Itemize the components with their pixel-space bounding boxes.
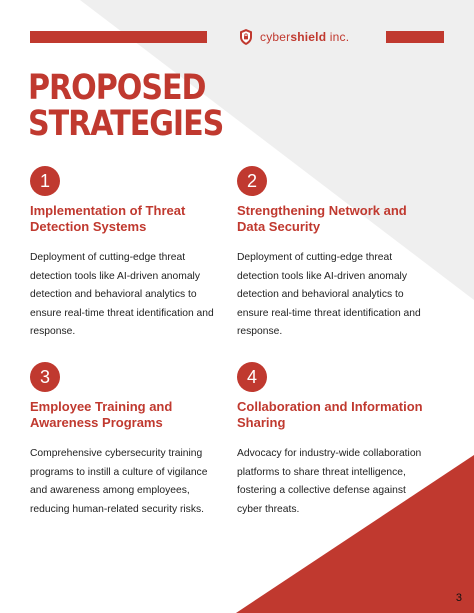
strategy-title-1: Implementation of Threat Detection Systems: [30, 203, 186, 234]
strategy-description-3: Comprehensive cybersecurity training programs to instill a culture of vigilance and awareness among employees, reducing human-related security risks.: [30, 448, 208, 515]
shield-icon: [238, 28, 254, 46]
strategy-title-4: Collaboration and Information Sharing: [237, 399, 423, 430]
strategy-description-2: Deployment of cutting-edge threat detection tools like AI-driven anomaly detection and behavioral analytics to ensure real-time threat identification and response.: [237, 252, 421, 338]
header-right-bar: [386, 31, 444, 43]
strategy-card-4: [237, 362, 437, 519]
brand-prefix: cyber: [260, 30, 291, 44]
page-title-line-1: PROPOSED: [28, 68, 206, 108]
page-number: 3: [455, 592, 462, 604]
strategy-card-3: [30, 362, 230, 519]
brand-name: [260, 30, 349, 44]
strategy-number-badge-2: 2: [237, 166, 267, 196]
page-title-line-2: STRATEGIES: [28, 104, 224, 144]
strategy-description-4: Advocacy for industry-wide collaboration platforms to share threat intelligence, fostering a collective defense against cyber threats.: [237, 448, 422, 515]
header-left-bar: [30, 31, 207, 43]
strategy-description-1: Deployment of cutting-edge threat detection tools like AI-driven anomaly detection and behavioral analytics to ensure real-time threat identification and response.: [30, 252, 214, 338]
brand-bold: shield: [290, 30, 327, 44]
strategy-card-1: [30, 166, 230, 342]
strategy-number-badge-3: 3: [30, 362, 60, 392]
strategy-title-3: Employee Training and Awareness Programs: [30, 399, 173, 430]
strategy-number-badge-1: 1: [30, 166, 60, 196]
strategy-card-2: [237, 166, 437, 342]
strategy-number-badge-4: 4: [237, 362, 267, 392]
brand-header: [238, 27, 349, 47]
strategy-title-2: Strengthening Network and Data Security: [237, 203, 407, 234]
brand-suffix: inc.: [326, 30, 350, 44]
page-title: [28, 70, 223, 142]
